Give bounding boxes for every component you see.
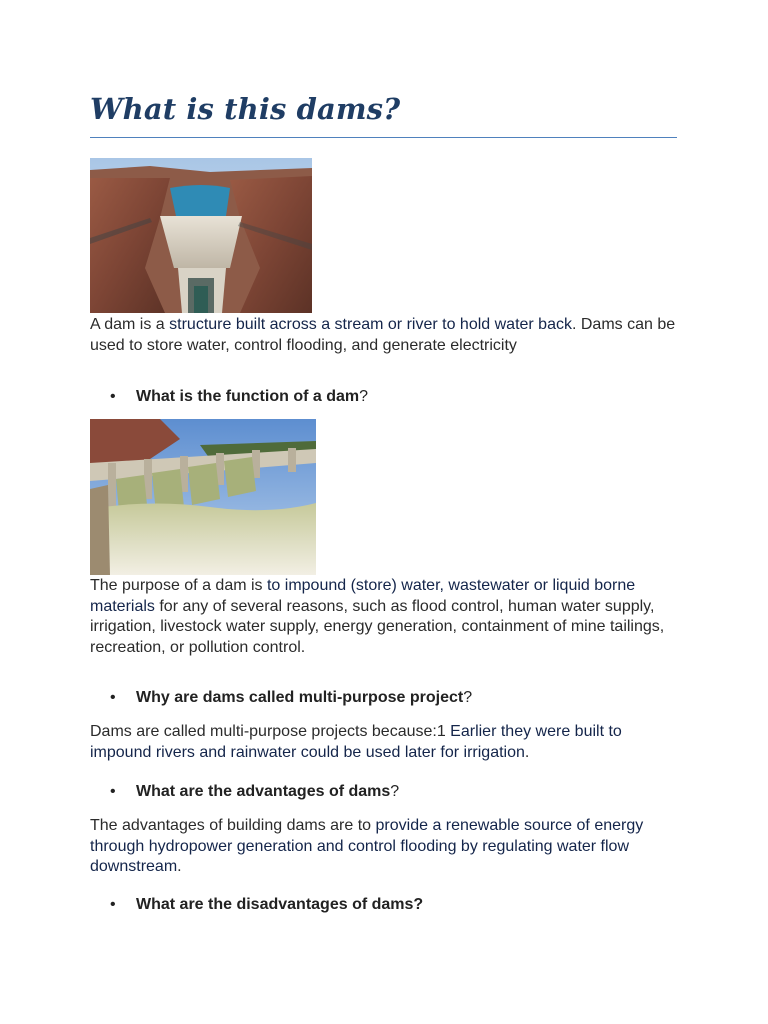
question-text: What are the advantages of dams bbox=[136, 783, 391, 800]
answer-linked-phrase[interactable]: provide a renewable source of energy through hydropower generation and control flooding by regulating water flow downstream bbox=[90, 817, 644, 875]
bullet-marker: • bbox=[110, 689, 116, 706]
answer-multipurpose bbox=[90, 722, 685, 763]
answer-text-start: The advantages of building dams are to bbox=[90, 817, 376, 834]
answer-advantages bbox=[90, 816, 685, 878]
answer-text-end: . bbox=[524, 743, 530, 761]
answer-text-start: The purpose of a dam is bbox=[90, 577, 267, 594]
answer-text-start: Dams are called multi-purpose projects because:1 bbox=[90, 723, 451, 740]
answer-linked-phrase[interactable]: to impound (store) water, wastewater or liquid borne materials bbox=[90, 577, 636, 615]
intro-text-end: . Dams can be used to store water, control flooding, and generate electricity bbox=[90, 316, 676, 354]
answer-linked-phrase[interactable]: Earlier they were built to impound rivers and rainwater could be used later for irrigation bbox=[90, 723, 622, 761]
question-advantages bbox=[110, 782, 399, 802]
bullet-marker: • bbox=[110, 896, 116, 913]
dam-spillway-photo bbox=[90, 419, 316, 575]
question-tail: ? bbox=[463, 689, 473, 706]
answer-function bbox=[90, 576, 685, 658]
intro-paragraph bbox=[90, 315, 685, 356]
question-tail: ? bbox=[359, 388, 369, 405]
dam-canyon-photo bbox=[90, 158, 312, 313]
question-disadvantages bbox=[110, 895, 423, 915]
intro-linked-phrase[interactable]: structure built across a stream or river to hold water back bbox=[169, 316, 572, 333]
bullet-marker: • bbox=[110, 783, 116, 800]
question-text: Why are dams called multi-purpose project bbox=[136, 689, 464, 706]
question-text: What are the disadvantages of dams? bbox=[136, 896, 424, 913]
question-text: What is the function of a dam bbox=[136, 388, 360, 405]
answer-text-end: . bbox=[177, 858, 182, 875]
title-underline bbox=[90, 137, 677, 138]
answer-text-end: for any of several reasons, such as flood control, human water supply, irrigation, livestock water supply, energy generation, containment of mine tailings, recreation, or pollution control. bbox=[90, 597, 665, 656]
question-multipurpose bbox=[110, 688, 472, 708]
question-function bbox=[110, 387, 368, 407]
intro-text-start: A dam is a bbox=[90, 316, 170, 333]
page-title: What is this dams? bbox=[90, 92, 401, 126]
question-tail: ? bbox=[390, 783, 400, 800]
bullet-marker: • bbox=[110, 388, 116, 405]
